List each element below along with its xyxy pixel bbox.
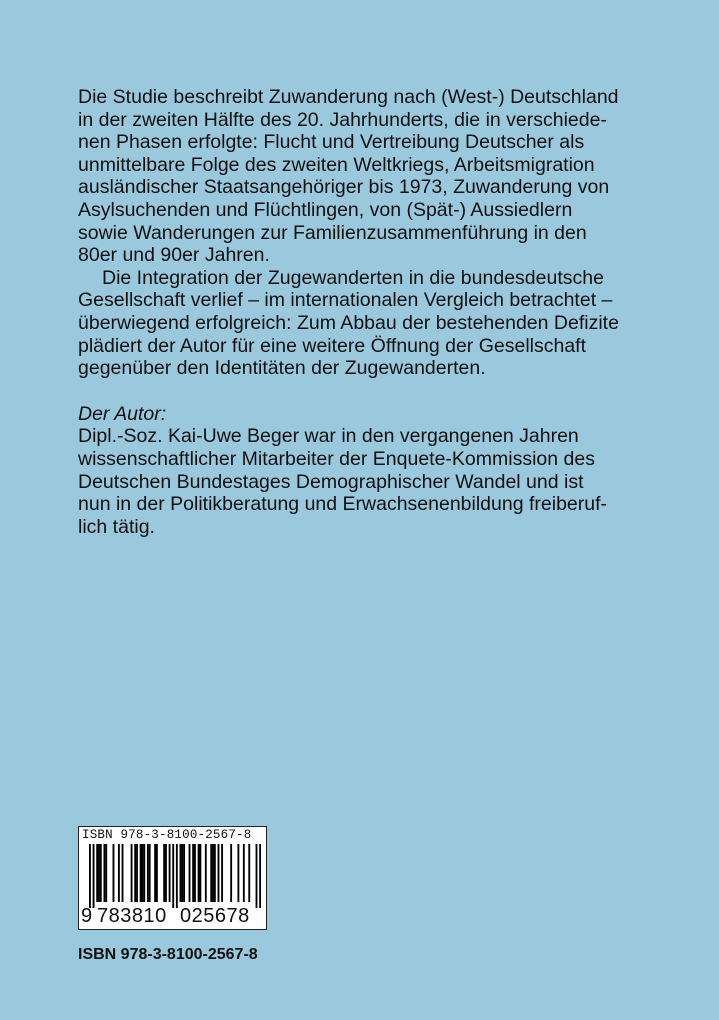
text-line: Dipl.-Soz. Kai-Uwe Beger war in den vergangenen Jahren [78,425,579,448]
text-line: 80er und 90er Jahren. [78,244,270,267]
barcode-bar [221,844,223,902]
barcode-bar [210,844,212,902]
barcode-bar [189,844,191,902]
barcode-bar [165,844,167,902]
barcode-bar [163,844,165,902]
text-line: überwiegend erfolgreich: Zum Abbau der bestehenden Defizite [78,311,619,334]
barcode-bar [194,844,196,902]
barcode-bar [105,844,107,902]
barcode-bar [248,844,250,902]
barcode-bar [134,844,136,902]
barcode-bar [113,844,115,902]
barcode-bar [131,844,133,902]
text-line: nen Phasen erfolgte: Flucht und Vertreibung Deutscher als [78,131,585,154]
description-paragraph-2 [78,267,678,380]
barcode-bar [180,844,182,902]
text-line: Deutschen Bundestages Demographischer Wandel und ist [78,470,584,493]
barcode-bar [212,844,214,902]
barcode-bar [176,844,178,908]
text-line: Die Integration der Zugewanderten in die bundesdeutsche [102,266,604,289]
barcode-bars [89,844,261,908]
barcode-bar [218,844,220,902]
author-bio [78,425,678,538]
barcode-bar [214,844,216,902]
barcode-bar [256,844,258,908]
barcode-bar [243,844,245,902]
text-line: unmittelbare Folge des zweiten Weltkriegs, Arbeitsmigration [78,153,595,176]
barcode-bar [147,844,149,902]
barcode-bar [118,844,120,902]
back-cover-text [78,86,678,538]
barcode-bar [237,844,239,902]
author-heading: Der Autor: [78,402,167,425]
text-line: Gesellschaft verlief – im internationalen Vergleich betrachtet – [78,289,613,312]
barcode-bar [103,844,105,902]
barcode-bar [154,844,156,902]
text-line: ausländischer Staatsangehöriger bis 1973, Zuwanderung von [78,176,610,199]
text-line: lich tätig. [78,515,155,538]
description-paragraph-1 [78,86,678,267]
text-line: wissenschaftlicher Mitarbeiter der Enquete-Kommission des [78,447,595,470]
barcode-bar [140,844,142,902]
text-line: gegenüber den Identitäten der Zugewanderten. [78,357,486,380]
barcode-bar [149,844,151,902]
barcode-isbn-label: ISBN 978-3-8100-2567-8 [82,828,252,842]
barcode-bar [181,844,183,902]
text-line: Asylsuchenden und Flüchtlingen, von (Spät-) Aussiedlern [78,198,573,221]
barcode-digits-left: 783810 [97,905,167,927]
barcode-bar [192,844,194,902]
barcode-digit-first: 9 [81,905,93,927]
isbn-footer: ISBN 978-3-8100-2567-8 [78,946,258,963]
barcode-bar [142,844,144,902]
isbn-barcode [78,826,267,930]
barcode-bar [230,844,232,902]
barcode-bar [96,844,98,902]
text-line: plädiert der Autor für eine weitere Öffnung der Gesellschaft [78,334,587,357]
barcode-bar [199,844,201,902]
barcode-bar [122,844,124,902]
text-line: sowie Wanderungen zur Familienzusammenführung in den [78,221,587,244]
barcode-bar [156,844,158,902]
barcode-bar [205,844,207,902]
text-line: nun in der Politikberatung und Erwachsenenbildung freiberuf- [78,493,608,516]
barcode-bar [172,844,174,908]
barcode-digits-right: 025678 [180,905,250,927]
barcode-bar [143,844,145,902]
barcode-bar [183,844,185,902]
barcode-bar [89,844,91,908]
barcode-bar [98,844,100,902]
barcode-bar [93,844,95,908]
barcode-bar [259,844,261,908]
text-line: Die Studie beschreibt Zuwanderung nach (West-) Deutschland [78,86,619,108]
barcode-bar [198,844,200,902]
barcode-bar [136,844,138,902]
barcode-bar [100,844,102,902]
text-line: in der zweiten Hälfte des 20. Jahrhunderts, die in verschiede- [78,108,607,131]
barcode-bar [169,844,171,902]
